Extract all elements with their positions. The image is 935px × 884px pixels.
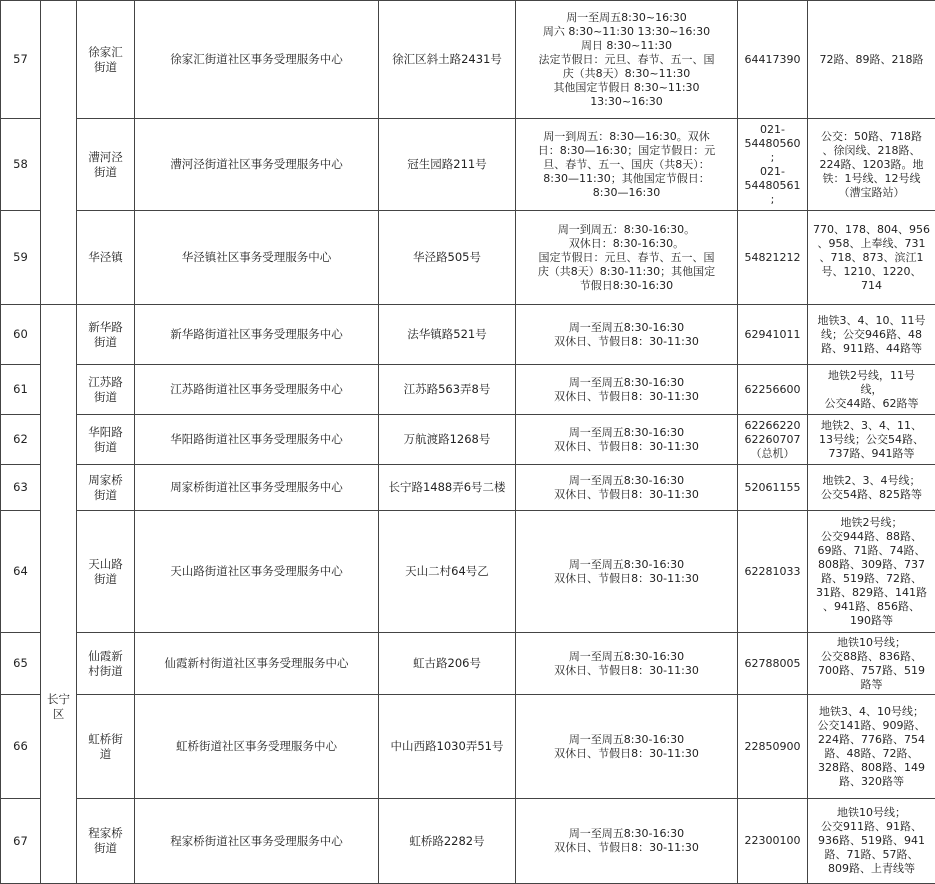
address-cell: 徐汇区斜土路2431号 [379, 1, 516, 119]
hours-cell [516, 365, 738, 415]
street-line: 街道 [79, 335, 132, 350]
table-body [1, 1, 935, 884]
phone-cell [738, 511, 808, 633]
transit-line: 地铁10号线； [810, 806, 933, 820]
hours-cell [516, 799, 738, 884]
transit-line: 地铁10号线； [810, 636, 933, 650]
hours-line: 周一至周五8:30-16:30 [518, 474, 735, 488]
hours-line: 周一至周五8:30-16:30 [518, 733, 735, 747]
transit-cell [808, 119, 935, 211]
transit-cell [808, 799, 935, 884]
street-cell [77, 633, 135, 695]
transit-cell [808, 365, 935, 415]
street-line: 漕河泾 [79, 150, 132, 165]
table-row [1, 119, 935, 211]
hours-line: 节假日8:30-16:30 [518, 279, 735, 293]
address-cell: 江苏路563弄8号 [379, 365, 516, 415]
phone-line: 54480560 [740, 137, 805, 151]
hours-line: 日：8:30—16:30；国定节假日：元 [518, 144, 735, 158]
transit-line: 路、71路、57路、 [810, 848, 933, 862]
transit-line: 地铁3、4、10、11号 [810, 314, 933, 328]
transit-line: 公交944路、88路、 [810, 530, 933, 544]
table-row [1, 305, 935, 365]
hours-line: 周日 8:30~11:30 [518, 39, 735, 53]
transit-line: 、958、上奉线、731 [810, 237, 933, 251]
transit-line: 地铁2号线； [810, 516, 933, 530]
table-row [1, 415, 935, 465]
address-cell: 万航渡路1268号 [379, 415, 516, 465]
street-cell [77, 695, 135, 799]
transit-line: 路、48路、72路、 [810, 747, 933, 761]
row-number-cell: 63 [1, 465, 41, 511]
street-line: 仙霞新 [79, 649, 132, 664]
transit-line: 714 [810, 279, 933, 293]
hours-cell [516, 1, 738, 119]
address-cell: 虹古路206号 [379, 633, 516, 695]
hours-line: 周一至周五8:30-16:30 [518, 827, 735, 841]
transit-cell [808, 695, 935, 799]
transit-line: 、徐闵线、218路、 [810, 144, 933, 158]
hours-line: 周一至周五8:30-16:30 [518, 376, 735, 390]
row-number-cell: 65 [1, 633, 41, 695]
transit-line: 路等 [810, 678, 933, 692]
transit-line: 190路等 [810, 614, 933, 628]
street-cell [77, 365, 135, 415]
phone-line: 62941011 [740, 328, 805, 342]
transit-cell [808, 1, 935, 119]
hours-cell [516, 305, 738, 365]
transit-line: 公交：50路、718路 [810, 130, 933, 144]
hours-line: 13:30~16:30 [518, 95, 735, 109]
street-cell [77, 119, 135, 211]
street-line: 江苏路 [79, 375, 132, 390]
hours-line: 双休日：8:30-16:30。 [518, 237, 735, 251]
phone-line: 54821212 [740, 251, 805, 265]
district-cell-xuhui [41, 1, 77, 305]
phone-cell [738, 305, 808, 365]
transit-line: 地铁2、3、4、11、 [810, 419, 933, 433]
center-name-cell: 虹桥街道社区事务受理服务中心 [135, 695, 379, 799]
phone-line: 54480561 [740, 179, 805, 193]
transit-line: 737路、941路等 [810, 447, 933, 461]
phone-cell [738, 415, 808, 465]
street-line: 虹桥街 [79, 732, 132, 747]
street-line: 街道 [79, 165, 132, 180]
address-cell: 冠生园路211号 [379, 119, 516, 211]
transit-line: 地铁2号线，11号 [810, 369, 933, 383]
hours-cell [516, 465, 738, 511]
street-line: 道 [79, 747, 132, 762]
street-line: 程家桥 [79, 826, 132, 841]
transit-line: 地铁3、4、10号线； [810, 705, 933, 719]
phone-line: 62260707 [740, 433, 805, 447]
phone-cell [738, 211, 808, 305]
table-row [1, 511, 935, 633]
transit-line: 号、1210、1220、 [810, 265, 933, 279]
hours-line: 双休日、节假日8：30-11:30 [518, 390, 735, 404]
row-number-cell: 66 [1, 695, 41, 799]
street-line: 街道 [79, 440, 132, 455]
transit-line: 224路、1203路。地 [810, 158, 933, 172]
table-row [1, 211, 935, 305]
transit-line: 700路、757路、519 [810, 664, 933, 678]
street-line: 街道 [79, 572, 132, 587]
hours-line: 旦、春节、五一、国庆（共8天）： [518, 158, 735, 172]
street-line: 街道 [79, 488, 132, 503]
hours-line: 双休日、节假日8：30-11:30 [518, 841, 735, 855]
transit-line: 31路、829路、141路 [810, 586, 933, 600]
phone-line: 52061155 [740, 481, 805, 495]
transit-line: 936路、519路、941 [810, 834, 933, 848]
hours-line: 双休日、节假日8：30-11:30 [518, 747, 735, 761]
transit-line: 路、911路、44路等 [810, 342, 933, 356]
transit-line: 72路、89路、218路 [810, 53, 933, 67]
table-row [1, 1, 935, 119]
center-name-cell: 华阳路街道社区事务受理服务中心 [135, 415, 379, 465]
hours-line: 周一至周五8:30-16:30 [518, 426, 735, 440]
hours-line: 周一到周五：8:30—16:30。双休 [518, 130, 735, 144]
phone-line: 22300100 [740, 834, 805, 848]
street-cell [77, 305, 135, 365]
hours-line: 周一到周五：8:30-16:30。 [518, 223, 735, 237]
phone-cell [738, 799, 808, 884]
transit-line: 公交54路、825路等 [810, 488, 933, 502]
transit-cell [808, 633, 935, 695]
center-name-cell: 新华路街道社区事务受理服务中心 [135, 305, 379, 365]
hours-cell [516, 119, 738, 211]
hours-line: 周六 8:30~11:30 13:30~16:30 [518, 25, 735, 39]
row-number-cell: 58 [1, 119, 41, 211]
row-number-cell: 67 [1, 799, 41, 884]
hours-line: 双休日、节假日8：30-11:30 [518, 664, 735, 678]
phone-line: 64417390 [740, 53, 805, 67]
phone-line: 62256600 [740, 383, 805, 397]
hours-line: 双休日、节假日8：30-11:30 [518, 572, 735, 586]
table-row [1, 799, 935, 884]
hours-line: 其他国定节假日 8:30~11:30 [518, 81, 735, 95]
street-line: 华泾镇 [79, 250, 132, 265]
phone-line: 22850900 [740, 740, 805, 754]
table-row [1, 465, 935, 511]
transit-line: 13号线；公交54路、 [810, 433, 933, 447]
hours-line: 双休日、节假日8：30-11:30 [518, 488, 735, 502]
hours-line: 8:30—11:30；其他国定节假日： [518, 172, 735, 186]
street-cell [77, 465, 135, 511]
row-number-cell: 64 [1, 511, 41, 633]
hours-line: 周一至周五8:30-16:30 [518, 558, 735, 572]
center-name-cell: 程家桥街道社区事务受理服务中心 [135, 799, 379, 884]
transit-line: 808路、309路、737 [810, 558, 933, 572]
transit-cell [808, 465, 935, 511]
transit-line: 328路、808路、149 [810, 761, 933, 775]
hours-line: 庆（共8天）8:30-11:30；其他国定 [518, 265, 735, 279]
phone-line: 62281033 [740, 565, 805, 579]
transit-line: 770、178、804、956 [810, 223, 933, 237]
transit-line: 224路、776路、754 [810, 733, 933, 747]
row-number-cell: 60 [1, 305, 41, 365]
phone-line: （总机） [740, 447, 805, 461]
hours-cell [516, 415, 738, 465]
transit-line: 地铁2、3、4号线； [810, 474, 933, 488]
hours-line: 周一至周五8:30-16:30 [518, 321, 735, 335]
phone-cell [738, 365, 808, 415]
center-name-cell: 华泾镇社区事务受理服务中心 [135, 211, 379, 305]
transit-cell [808, 415, 935, 465]
transit-cell [808, 305, 935, 365]
phone-line: 021- [740, 123, 805, 137]
district-label: 长宁区 [46, 692, 72, 722]
center-name-cell: 周家桥街道社区事务受理服务中心 [135, 465, 379, 511]
center-name-cell: 仙霞新村街道社区事务受理服务中心 [135, 633, 379, 695]
transit-line: 、941路、856路、 [810, 600, 933, 614]
street-line: 街道 [79, 390, 132, 405]
hours-line: 周一至周五8:30-16:30 [518, 650, 735, 664]
hours-cell [516, 211, 738, 305]
street-line: 徐家汇 [79, 45, 132, 60]
street-cell [77, 1, 135, 119]
transit-line: 路、519路、72路、 [810, 572, 933, 586]
hours-line: 8:30—16:30 [518, 186, 735, 200]
center-name-cell: 徐家汇街道社区事务受理服务中心 [135, 1, 379, 119]
address-cell: 天山二村64号乙 [379, 511, 516, 633]
transit-line: 线， [810, 383, 933, 397]
street-line: 街道 [79, 60, 132, 75]
street-line: 村街道 [79, 664, 132, 679]
phone-line: 021- [740, 165, 805, 179]
street-cell [77, 211, 135, 305]
street-cell [77, 415, 135, 465]
phone-cell [738, 633, 808, 695]
phone-line: ; [740, 193, 805, 207]
hours-line: 庆（共8天）8:30~11:30 [518, 67, 735, 81]
row-number-cell: 59 [1, 211, 41, 305]
table-row [1, 695, 935, 799]
street-line: 天山路 [79, 557, 132, 572]
phone-line: 62266220 [740, 419, 805, 433]
address-cell: 华泾路505号 [379, 211, 516, 305]
hours-cell [516, 633, 738, 695]
center-name-cell: 江苏路街道社区事务受理服务中心 [135, 365, 379, 415]
transit-line: 809路、上青线等 [810, 862, 933, 876]
transit-line: 公交88路、836路、 [810, 650, 933, 664]
transit-line: 线；公交946路、48 [810, 328, 933, 342]
phone-line: 62788005 [740, 657, 805, 671]
table-row [1, 633, 935, 695]
district-cell-changning [41, 305, 77, 884]
row-number-cell: 62 [1, 415, 41, 465]
address-cell: 长宁路1488弄6号二楼 [379, 465, 516, 511]
transit-cell [808, 211, 935, 305]
street-line: 新华路 [79, 320, 132, 335]
street-line: 周家桥 [79, 473, 132, 488]
transit-line: 路、320路等 [810, 775, 933, 789]
phone-cell [738, 465, 808, 511]
phone-line: ; [740, 151, 805, 165]
transit-line: 公交44路、62路等 [810, 397, 933, 411]
table-row [1, 365, 935, 415]
transit-line: （漕宝路站） [810, 186, 933, 200]
address-cell: 虹桥路2282号 [379, 799, 516, 884]
address-cell: 法华镇路521号 [379, 305, 516, 365]
transit-line: 公交911路、91路、 [810, 820, 933, 834]
street-cell [77, 511, 135, 633]
row-number-cell: 57 [1, 1, 41, 119]
phone-cell [738, 695, 808, 799]
transit-cell [808, 511, 935, 633]
hours-line: 法定节假日：元旦、春节、五一、国 [518, 53, 735, 67]
row-number-cell: 61 [1, 365, 41, 415]
street-cell [77, 799, 135, 884]
center-name-cell: 漕河泾街道社区事务受理服务中心 [135, 119, 379, 211]
phone-cell [738, 119, 808, 211]
address-cell: 中山西路1030弄51号 [379, 695, 516, 799]
transit-line: 公交141路、909路、 [810, 719, 933, 733]
hours-line: 双休日、节假日8：30-11:30 [518, 440, 735, 454]
transit-line: 铁：1号线、12号线 [810, 172, 933, 186]
street-line: 街道 [79, 841, 132, 856]
transit-line: 69路、71路、74路、 [810, 544, 933, 558]
street-line: 华阳路 [79, 425, 132, 440]
phone-cell [738, 1, 808, 119]
hours-cell [516, 511, 738, 633]
hours-line: 双休日、节假日8：30-11:30 [518, 335, 735, 349]
hours-cell [516, 695, 738, 799]
hours-line: 国定节假日：元旦、春节、五一、国 [518, 251, 735, 265]
transit-line: 、718、873、滨江1 [810, 251, 933, 265]
center-name-cell: 天山路街道社区事务受理服务中心 [135, 511, 379, 633]
hours-line: 周一至周五8:30~16:30 [518, 11, 735, 25]
